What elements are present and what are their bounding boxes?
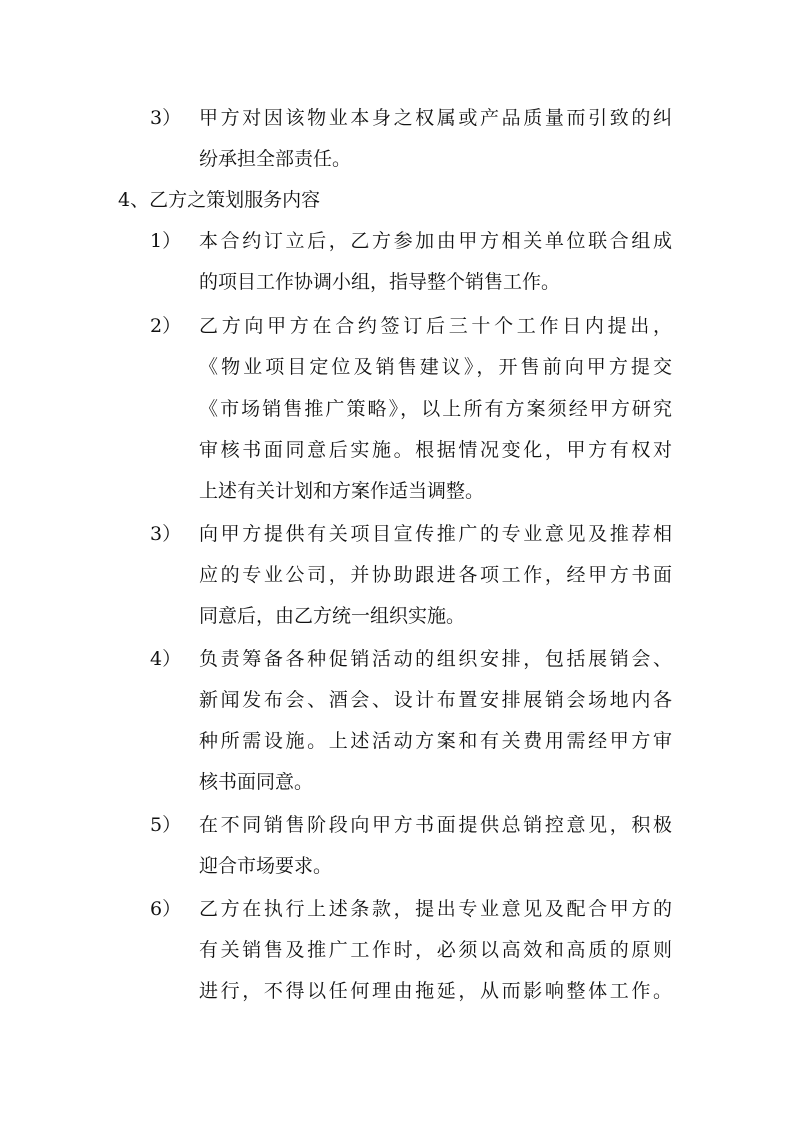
list-number: 6） xyxy=(150,898,182,920)
section-heading: 4、乙方之策划服务内容 xyxy=(118,189,321,211)
paragraph-line: 新闻发布会、酒会、设计布置安排展销会场地内各 xyxy=(199,689,672,711)
list-number: 5） xyxy=(150,814,182,836)
paragraph-line: 的项目工作协调小组，指导整个销售工作。 xyxy=(199,271,561,293)
list-number: 1） xyxy=(150,230,182,252)
paragraph-line: 应的专业公司，并协助跟进各项工作，经甲方书面 xyxy=(199,564,672,586)
paragraph-line: 同意后，由乙方统一组织实施。 xyxy=(199,605,466,627)
paragraph-line: 《物业项目定位及销售建议》，开售前向甲方提交 xyxy=(199,356,672,378)
paragraph-line: 迎合市场要求。 xyxy=(199,855,333,877)
paragraph-line: 审核书面同意后实施。根据情况变化，甲方有权对 xyxy=(199,439,672,461)
paragraph-line: 《市场销售推广策略》，以上所有方案须经甲方研究 xyxy=(199,398,672,420)
paragraph-line: 乙方向甲方在合约签订后三十个工作日内提出， xyxy=(199,315,672,337)
list-number: 3） xyxy=(150,523,182,545)
paragraph-line: 纷承担全部责任。 xyxy=(199,148,352,170)
paragraph-line: 向甲方提供有关项目宣传推广的专业意见及推荐相 xyxy=(199,523,672,545)
paragraph-line: 上述有关计划和方案作适当调整。 xyxy=(199,480,485,502)
paragraph-line: 在不同销售阶段向甲方书面提供总销控意见，积极 xyxy=(199,814,672,836)
paragraph-line: 本合约订立后，乙方参加由甲方相关单位联合组成 xyxy=(199,230,672,252)
list-number: 3） xyxy=(150,107,182,129)
list-number: 4） xyxy=(150,648,182,670)
list-number: 2） xyxy=(150,315,182,337)
paragraph-line: 核书面同意。 xyxy=(199,771,314,793)
paragraph-line: 乙方在执行上述条款，提出专业意见及配合甲方的 xyxy=(199,898,672,920)
paragraph-line: 有关销售及推广工作时，必须以高效和高质的原则 xyxy=(199,939,672,961)
paragraph-line: 进行，不得以任何理由拖延，从而影响整体工作。 xyxy=(199,980,672,1002)
paragraph-line: 甲方对因该物业本身之权属或产品质量而引致的纠 xyxy=(199,107,672,129)
paragraph-line: 负责筹备各种促销活动的组织安排，包括展销会、 xyxy=(199,648,672,670)
paragraph-line: 种所需设施。上述活动方案和有关费用需经甲方审 xyxy=(199,730,672,752)
